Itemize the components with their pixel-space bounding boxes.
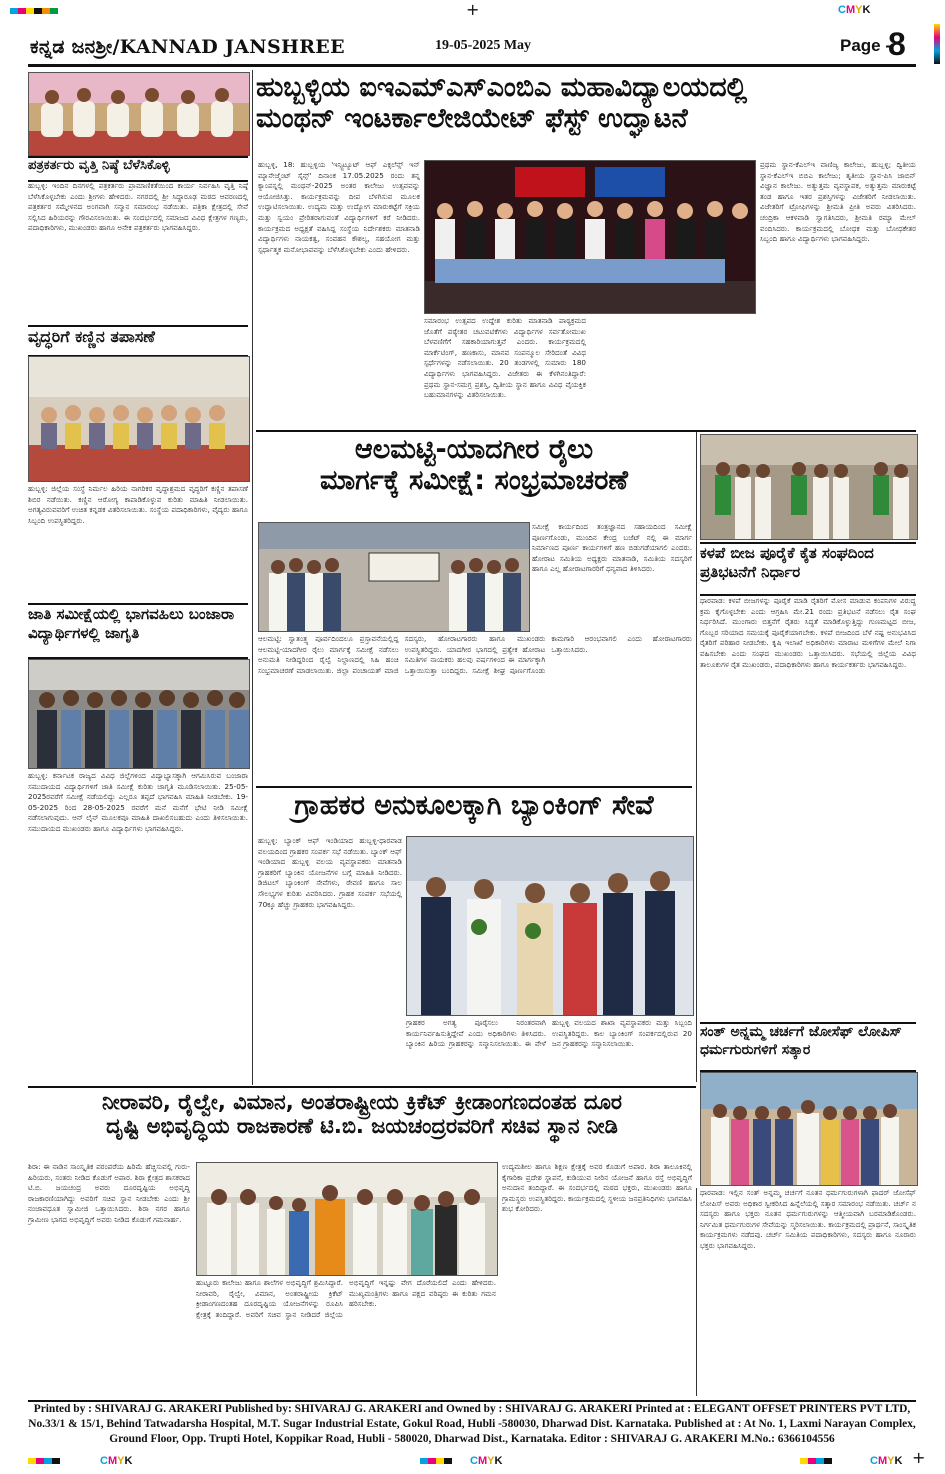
eye-camp-headline: ವೃದ್ಧರಿಗೆ ಕಣ್ಣಿನ ತಪಾಸಣೆ [28,325,248,357]
railway-body-bottom: ಆಲಮಟ್ಟಿ: ಸ್ವಾತಂತ್ರ್ಯ ಪೂರ್ವದಿಂದಲೂ ಪ್ರಸ್ತಾವನೆಯಲ್ಲಿದ್ದ ಆಲಮಟ್ಟಿ-ಯಾದಗೀರ ರೈಲು ಮಾರ್ಗಕ್ಕೆ ಸಮೀಕ್ಷೆ ನಡೆಸಲು ಅನುಮತಿ ನೀಡಿದ್ದರಿಂದ ರೈಲ್ವೆ ನಿಲ್ದಾಣದಲ್ಲಿ ಸಿಹಿ ಹಂಚಿ ಸಂಭ್ರಮಾಚರಣೆ ಮಾಡಲಾಯಿತು. ಜಿಲ್ಲಾ ಪಂಚಾಯತ್ ಮಾಜಿ ಸದಸ್ಯರು, ಹೋರಾಟಗಾರರು ಹಾಗೂ ಮುಖಂಡರು ಉಪಸ್ಥಿತರಿದ್ದರು. ಯಾದಗೀರ ಭಾಗದಲ್ಲಿ ಪ್ರತ್ಯೇಕ ಹೋರಾಟ ಸಮಿತಿಗಳ ನಾಯಕರು ಹಲವು ವರ್ಷಗಳಿಂದ ಈ ಮಾರ್ಗಕ್ಕಾಗಿ ಒತ್ತಾಯಿಸುತ್ತಾ ಬಂದಿದ್ದರು. ಸಮೀಕ್ಷೆ ಶೀಘ್ರ ಪೂರ್ಣಗೊಂಡು ಕಾಮಗಾರಿ ಆರಂಭವಾಗಲಿ ಎಂದು ಹೋರಾಟಗಾರರು ಒತ್ತಾಯಿಸಿದರು. [258,634,692,675]
imprint-footer [28,1400,916,1450]
journalists-headline: ಪತ್ರಕರ್ತರು ವೃತ್ತಿ ನಿಷ್ಠೆ ಬೆಳೆಸಿಕೊಳ್ಳಿ [28,156,248,182]
journalists-photo [28,72,250,156]
railway-headline-line1: ಆಲಮಟ್ಟಿ-ಯಾದಗೀರ ರೈಲು [354,434,594,465]
registration-mark-top: + [466,0,480,19]
minister-headline-line2: ದೃಷ್ಟಿ ಅಭಿವೃದ್ಧಿಯ ರಾಜಕಾರಣೆ ಟಿ.ಬಿ. ಜಯಚಂದ್ರರವರಿಗೆ ಸಚಿವ ಸ್ಥಾನ ನೀಡಿ [106,1114,618,1139]
registration-mark-bottom: + [912,1448,926,1467]
minister-body-mid: ಹುಟ್ಟೂರು ಕಾಲೇಜು ಹಾಗೂ ಶಾಲೆಗಳ ಅಭಿವೃದ್ಧಿಗೆ ಶ್ರಮಿಸಿದ್ದಾರೆ. ನೀರಾವರಿ, ರೈಲ್ವೇ, ವಿಮಾನ, ಅಂತರಾಷ್ಟ್ರೀಯ ಕ್ರಿಕೆಟ್ ಕ್ರೀಡಾಂಗಣದಂತಹ ದೂರದೃಷ್ಟಿಯ ಯೋಜನೆಗಳನ್ನು ರೂಪಿಸಿ ಕ್ಷೇತ್ರಕ್ಕೆ ತಂದಿದ್ದಾರೆ. ಅವರಿಗೆ ಸಚಿವ ಸ್ಥಾನ ನೀಡಿದರೆ ಜಿಲ್ಲೆಯ ಅಭಿವೃದ್ಧಿಗೆ ಇನ್ನಷ್ಟು ವೇಗ ದೊರೆಯಲಿದೆ ಎಂದು ಹೇಳಿದರು. ಮುಖ್ಯಮಂತ್ರಿಗಳು ಹಾಗೂ ಪಕ್ಷದ ವರಿಷ್ಠರು ಈ ಕುರಿತು ಗಮನ ಹರಿಸಬೇಕು. [196,1278,496,1319]
fest-body-left: ಹುಬ್ಬಳ್ಳಿ, 18: ಹುಬ್ಬಳ್ಳಿಯ 'ಇನ್ಸ್ಟಿಟ್ಯೂಟ್ ಆಫ್ ಎಕ್ಸಲೆನ್ಸ್ ಇನ್ ಮ್ಯಾನೇಜ್ಮೆಂಟ್ ಸೈನ್ಸ್' ದಿನಾಂಕ 17.05.2025 ರಂದು ತನ್ನ ಕ್ಯಾಂಪಸ್ನಲ್ಲಿ ಮಂಥನ್-2025 ಅಂತರ ಕಾಲೇಜು ಉತ್ಸವವನ್ನು ಆಯೋಜಿಸಿತ್ತು. ಕಾರ್ಯಕ್ರಮವನ್ನು ದೀಪ ಬೆಳಗಿಸುವ ಮೂಲಕ ಉದ್ಘಾಟಿಸಲಾಯಿತು. ಉದ್ಯಮ ಮತ್ತು ಉದ್ಯೋಗ ಮಾರುಕಟ್ಟೆಗೆ ಸಕ್ರಿಯ ಮತ್ತು ಸ್ವಯಂ ಪ್ರೇರಿತರಾಗುವಂತೆ ವಿದ್ಯಾರ್ಥಿಗಳಿಗೆ ಕರೆ ನೀಡಿದರು. ಕಾರ್ಯಕ್ರಮದ ಅಧ್ಯಕ್ಷತೆ ವಹಿಸಿದ್ದ ಸಂಸ್ಥೆಯ ನಿರ್ದೇಶಕರು ಮಾತನಾಡಿ ವಿದ್ಯಾರ್ಥಿಗಳು ನಾಯಕತ್ವ, ಸಂವಹನ ಕೌಶಲ್ಯ, ಸಹಯೋಗ ಮತ್ತು ಸ್ಪರ್ಧಾತ್ಮಕ ಮನೋಭಾವವನ್ನು ಬೆಳೆಸಿಕೊಳ್ಳಬೇಕು ಎಂದು ಹೇಳಿದರು. [258,160,420,254]
minister-body-left: ಶಿರಾ: ಈ ನಾಡಿನ ಸಾಂಸ್ಕೃತಿಕ ಪರಂಪರೆಯ ಹಿರಿಮೆ ಹೆಚ್ಚಿಸುವಲ್ಲಿ ಗುರು-ಹಿರಿಯರು, ಸಂತರು ನೀಡಿದ ಕೊಡುಗೆ ಅಪಾರ. ಶಿರಾ ಕ್ಷೇತ್ರದ ಶಾಸಕರಾದ ಟಿ.ಬಿ. ಜಯಚಂದ್ರ ಅವರು ದೂರದೃಷ್ಟಿಯ ಅಭಿವೃದ್ಧಿ ರಾಜಕಾರಣಿಯಾಗಿದ್ದು ಅವರಿಗೆ ಸಚಿವ ಸ್ಥಾನ ನೀಡಬೇಕು ಎಂದು ಶ್ರೀ ನಂಜಾವಧೂತ ಸ್ವಾಮೀಜಿ ಒತ್ತಾಯಿಸಿದರು. ಶಿರಾ ನಗರ ಹಾಗೂ ಗ್ರಾಮೀಣ ಭಾಗದ ಅಭಿವೃದ್ಧಿಗೆ ಅವರು ನೀಡಿದ ಕೊಡುಗೆ ಗಮನಾರ್ಹ. [28,1162,190,1224]
fest-headline-line2: ಮಂಥನ್ ಇಂಟರ್ಕಾಲೇಜಿಯೇಟ್ ಫೆಸ್ಟ್ ಉದ್ಘಾಟನೆ [256,103,688,135]
fest-body-mid: ಸಮಾರಂಭ ಉತ್ಸವದ ಉದ್ದೇಶ ಕುರಿತು ಮಾತನಾಡಿ ಪಾಠ್ಯಕ್ರಮದ ಜೊತೆಗೆ ಪಠ್ಯೇತರ ಚಟುವಟಿಕೆಗಳು ವಿದ್ಯಾರ್ಥಿಗಳ ಸರ್ವತೋಮುಖ ಬೆಳವಣಿಗೆಗೆ ಸಹಕಾರಿಯಾಗುತ್ತವೆ ಎಂದರು. ಕಾರ್ಯಕ್ರಮದಲ್ಲಿ ಮಾರ್ಕೆಟಿಂಗ್, ಹಣಕಾಸು, ಮಾನವ ಸಂಪನ್ಮೂಲ ಸೇರಿದಂತೆ ವಿವಿಧ ಸ್ಪರ್ಧೆಗಳನ್ನು ನಡೆಸಲಾಯಿತು. 20 ತಂಡಗಳಲ್ಲಿ ಸುಮಾರು 180 ವಿದ್ಯಾರ್ಥಿಗಳು ಭಾಗವಹಿಸಿದ್ದರು. ವಿಜೇತರು ಈ ಕೆಳಗಿನಂತಿದ್ದಾರೆ: ಪ್ರಥಮ ಸ್ಥಾನ-ಸಮಗ್ರ ಪ್ರಶಸ್ತಿ, ದ್ವಿತೀಯ ಸ್ಥಾನ ಹಾಗೂ ವಿವಿಧ ವೈಯಕ್ತಿಕ ಬಹುಮಾನಗಳನ್ನು ವಿತರಿಸಲಾಯಿತು. [424,316,586,400]
eye-camp-body: ಹುಬ್ಬಳ್ಳಿ: ಜಿಲ್ಲೆಯ ಸಂಸ್ಥೆ ನಿರ್ಮಲ ಹಿರಿಯ ನಾಗರಿಕರ ವೃದ್ಧಾಶ್ರಮದ ವೃದ್ಧರಿಗೆ ಕಣ್ಣಿನ ತಪಾಸಣೆ ಶಿಬಿರ ನಡೆಯಿತು. ಕಣ್ಣಿನ ಆರೋಗ್ಯ ಕಾಪಾಡಿಕೊಳ್ಳುವ ಕುರಿತು ಮಾಹಿತಿ ನೀಡಲಾಯಿತು. ಅಗತ್ಯವಿರುವವರಿಗೆ ಉಚಿತ ಕನ್ನಡಕ ವಿತರಿಸಲಾಯಿತು. ಸಂಸ್ಥೆಯ ಪದಾಧಿಕಾರಿಗಳು, ವೈದ್ಯರು ಹಾಗೂ ಸಿಬ್ಬಂದಿ ಉಪಸ್ಥಿತರಿದ್ದರು. [28,484,248,525]
fest-rule [256,430,916,432]
railway-body-top: ಸಮೀಕ್ಷೆ ಕಾರ್ಯದಿಂದ ತಂತ್ರಜ್ಞಾನದ ಸಹಾಯದಿಂದ ಸಮೀಕ್ಷೆ ಪೂರ್ಣಗೊಂಡು, ಮುಂದಿನ ಕೇಂದ್ರ ಬಜೆಟ್ ನಲ್ಲಿ ಈ ಮಾರ್ಗ ನಿರ್ಮಾಣದ ಪೂರ್ಣ ಕಾರ್ಯಗಳಿಗೆ ಹಣ ಬಿಡುಗಡೆಯಾಗಲಿ ಎಂದರು. ಹೋರಾಟ ಸಮಿತಿಯ ಅಧ್ಯಕ್ಷರು ಮಾತನಾಡಿ, ಸಮಿತಿಯ ಸದಸ್ಯರಿಗೆ ಹಾಗೂ ಎಲ್ಲ ಹೋರಾಟಗಾರರಿಗೆ ಧನ್ಯವಾದ ತಿಳಿಸಿದರು. [532,522,692,574]
railway-headline-line2: ಮಾರ್ಗಕ್ಕೆ ಸಮೀಕ್ಷೆ: ಸಂಭ್ರಮಾಚರಣೆ [319,465,629,497]
cmyk-mark-bottom-left: CMYK [100,1455,133,1467]
church-headline: ಸಂತ್ ಅನ್ನಮ್ಮ ಚರ್ಚಗೆ ಜೋಸೆಫ್ ಲೋಪಿಸ್ ಧರ್ಮಗುರುಗಳಿಗೆ ಸತ್ಕಾರ [700,1022,916,1072]
masthead [0,0,945,62]
page-number: 8 [888,26,906,62]
paper-name: ಕನ್ನಡ ಜನಶ್ರೀ/KANNAD JANSHREE [30,36,345,58]
minister-body-right: ಉದ್ಯಮಶೀಲ ಹಾಗೂ ಶಿಕ್ಷಣ ಕ್ಷೇತ್ರಕ್ಕೆ ಅವರ ಕೊಡುಗೆ ಅಪಾರ. ಶಿರಾ ತಾಲೂಕಿನಲ್ಲಿ ಕೈಗಾರಿಕಾ ಪ್ರದೇಶ ಸ್ಥಾಪನೆ, ಕುಡಿಯುವ ನೀರಿನ ಯೋಜನೆ ಹಾಗೂ ರಸ್ತೆ ಅಭಿವೃದ್ಧಿಗೆ ಅನುದಾನ ತಂದಿದ್ದಾರೆ. ಈ ಸಂದರ್ಭದಲ್ಲಿ ಮಠದ ಭಕ್ತರು, ಮುಖಂಡರು ಹಾಗೂ ಗ್ರಾಮಸ್ಥರು ಉಪಸ್ಥಿತರಿದ್ದರು. ಕಾರ್ಯಕ್ರಮದಲ್ಲಿ ಸ್ಥಳೀಯ ಜನಪ್ರತಿನಿಧಿಗಳು ಭಾಗವಹಿಸಿ ಶುಭ ಕೋರಿದರು. [502,1162,692,1214]
railway-photo [258,522,530,632]
seeds-body: ಧಾರವಾಡ: ಕಳಪೆ ಬೀಜಗಳನ್ನು ಪೂರೈಕೆ ಮಾಡಿ ರೈತರಿಗೆ ಮೋಸ ಮಾಡುವ ಕಂಪನಿಗಳ ವಿರುದ್ಧ ಕ್ರಮ ಕೈಗೊಳ್ಳಬೇಕು ಎಂದು ಆಗ್ರಹಿಸಿ ಮೇ.21 ರಂದು ಪ್ರತಿಭಟನೆ ನಡೆಸಲು ರೈತ ಸಂಘ ನಿರ್ಧರಿಸಿದೆ. ಮುಂಗಾರು ಬಿತ್ತನೆಗೆ ರೈತರು ಸಿದ್ಧತೆ ಮಾಡಿಕೊಳ್ಳುತ್ತಿದ್ದು ಗುಣಮಟ್ಟದ ಬೀಜ, ಗೊಬ್ಬರ ಸರಿಯಾದ ಸಮಯಕ್ಕೆ ಪೂರೈಕೆಯಾಗಬೇಕು. ಕಳಪೆ ಬೀಜದಿಂದ ಬೆಳೆ ನಷ್ಟ ಅನುಭವಿಸಿದ ರೈತರಿಗೆ ಪರಿಹಾರ ನೀಡಬೇಕು. ಕೃಷಿ ಇಲಾಖೆ ಅಧಿಕಾರಿಗಳು ಮಾರಾಟ ಮಳಿಗೆಗಳ ಮೇಲೆ ನಿಗಾ ವಹಿಸಬೇಕು ಎಂದು ಸಂಘದ ಮುಖಂಡರು ಒತ್ತಾಯಿಸಿದರು. ಸಭೆಯಲ್ಲಿ ಜಿಲ್ಲೆಯ ವಿವಿಧ ತಾಲೂಕುಗಳ ರೈತ ಮುಖಂಡರು, ಪದಾಧಿಕಾರಿಗಳು ಹಾಗೂ ಕಾರ್ಯಕರ್ತರು ಭಾಗವಹಿಸಿದ್ದರು. [700,596,916,669]
journalists-body: ಹುಬ್ಬಳ್ಳಿ: ಇಂದಿನ ದಿನಗಳಲ್ಲಿ ಪತ್ರಕರ್ತರು ಪ್ರಾಮಾಣಿಕತೆಯಿಂದ ಕಾರ್ಯ ನಿರ್ವಹಿಸಿ ವೃತ್ತಿ ನಿಷ್ಠೆ ಬೆಳೆಸಿಕೊಳ್ಳಬೇಕು ಎಂದು ಶ್ರೀಗಳು ಹೇಳಿದರು. ನಗರದಲ್ಲಿ ಶ್ರೀ ಸಿದ್ಧಾರೂಢ ಮಠದ ಆವರಣದಲ್ಲಿ ಪತ್ರಕರ್ತರ ಸಮ್ಮೇಳನದ ಅಂಗವಾಗಿ ಸನ್ಮಾನ ಸಮಾರಂಭ ನಡೆಯಿತು. ಪತ್ರಿಕಾ ಕ್ಷೇತ್ರದಲ್ಲಿ ಸೇವೆ ಸಲ್ಲಿಸಿದ ಹಿರಿಯರನ್ನು ಗೌರವಿಸಲಾಯಿತು. ಈ ಸಂದರ್ಭದಲ್ಲಿ ಸಮಾಜದ ವಿವಿಧ ಕ್ಷೇತ್ರಗಳ ಗಣ್ಯರು, ಪದಾಧಿಕಾರಿಗಳು, ಮುಖಂಡರು ಹಾಗೂ ಅನೇಕ ಪತ್ರಕರ್ತರು ಭಾಗವಹಿಸಿದ್ದರು. [28,181,248,233]
masthead-rule [28,64,916,67]
banking-headline: ಗ್ರಾಹಕರ ಅನುಕೂಲಕ್ಕಾಗಿ ಬ್ಯಾಂಕಿಂಗ್ ಸೇವೆ [294,790,654,821]
fest-body-right: ಪ್ರಥಮ ಸ್ಥಾನ-ಕೆಎಲ್ಇ ವಾಣಿಜ್ಯ ಕಾಲೇಜು, ಹುಬ್ಬಳ್ಳಿ; ದ್ವಿತೀಯ ಸ್ಥಾನ-ಕೆಎಲ್ಇ ಬಿಬಿಎ ಕಾಲೇಜು; ತೃತೀಯ ಸ್ಥಾನ-ಪಿಸಿ ಜಾಬಿನ್ ವಿಜ್ಞಾನ ಕಾಲೇಜು. ಅತ್ಯುತ್ತಮ ವ್ಯವಸ್ಥಾಪಕ, ಅತ್ಯುತ್ತಮ ಮಾರುಕಟ್ಟೆ ತಂಡ ಹಾಗೂ ಇತರ ಪ್ರಶಸ್ತಿಗಳನ್ನು ವಿಜೇತರಿಗೆ ನೀಡಲಾಯಿತು. ವಿಜೇತರಿಗೆ ಟ್ರೋಫಿಗಳನ್ನು ಶ್ರೀಮತಿ ಪ್ರೀತಿ ಅವರು ವಿತರಿಸಿದರು. ಚಂದ್ರಿಕಾ ಆಕಳವಾಡಿ ಸ್ವಾಗತಿಸಿದರು, ಶ್ರೀಮತಿ ರಮ್ಯಾ ಮೇಲ್ ವಂದಿಸಿದರು. ಕಾರ್ಯಕ್ರಮದಲ್ಲಿ ಬೋಧಕ ಮತ್ತು ಬೋಧಕೇತರ ಸಿಬ್ಬಂದಿ ಹಾಗೂ ವಿದ್ಯಾರ್ಥಿಗಳು ಭಾಗವಹಿಸಿದ್ದರು. [760,160,916,244]
church-photo [700,1072,918,1186]
caste-survey-body: ಹುಬ್ಬಳ್ಳಿ: ಕರ್ನಾಟಕ ರಾಜ್ಯದ ವಿವಿಧ ಜಿಲ್ಲೆಗಳಿಂದ ವಿದ್ಯಾಭ್ಯಾಸಕ್ಕಾಗಿ ಆಗಮಿಸಿರುವ ಬಂಜಾರಾ ಸಮುದಾಯದ ವಿದ್ಯಾರ್ಥಿಗಳಿಗೆ ಜಾತಿ ಸಮೀಕ್ಷೆ ಕುರಿತು ಜಾಗೃತಿ ಮೂಡಿಸಲಾಯಿತು. 25-05-2025ರವರೆಗೆ ಸಮೀಕ್ಷೆ ನಡೆಯಲಿದ್ದು ಎಲ್ಲರೂ ತಪ್ಪದೆ ಭಾಗವಹಿಸಿ ಮಾಹಿತಿ ನೀಡಬೇಕು. 19-05-2025 ರಿಂದ 28-05-2025 ರವರೆಗೆ ಮನೆ ಮನೆಗೆ ಭೇಟಿ ನೀಡಿ ಸಮೀಕ್ಷೆ ನಡೆಸಲಾಗುವುದು. ಆನ್ ಲೈನ್ ಮೂಲಕವೂ ಮಾಹಿತಿ ದಾಖಲಿಸಬಹುದು ಎಂದು ತಿಳಿಸಲಾಯಿತು. ಸಮುದಾಯದ ಮುಖಂಡರು ಹಾಗೂ ವಿದ್ಯಾರ್ಥಿಗಳು ಭಾಗವಹಿಸಿದ್ದರು. [28,771,248,833]
page-label: Page - [840,36,892,55]
fest-headline [256,72,916,160]
banking-body-left: ಹುಬ್ಬಳ್ಳಿ: ಬ್ಯಾಂಕ್ ಆಫ್ ಇಂಡಿಯಾದ ಹುಬ್ಬಳ್ಳಿ-ಧಾರವಾಡ ವಲಯದಿಂದ ಗ್ರಾಹಕರ ಸಂಪರ್ಕ ಸಭೆ ನಡೆಯಿತು. ಬ್ಯಾಂಕ್ ಆಫ್ ಇಂಡಿಯಾದ ಹುಬ್ಬಳ್ಳಿ ವಲಯ ವ್ಯವಸ್ಥಾಪಕರು ಮಾತನಾಡಿ ಗ್ರಾಹಕರಿಗೆ ಬ್ಯಾಂಕಿನ ಯೋಜನೆಗಳ ಬಗ್ಗೆ ಮಾಹಿತಿ ನೀಡಿದರು. ಡಿಜಿಟಲ್ ಬ್ಯಾಂಕಿಂಗ್ ಸೇವೆಗಳು, ಠೇವಣಿ ಹಾಗೂ ಸಾಲ ಸೌಲಭ್ಯಗಳ ಕುರಿತು ವಿವರಿಸಿದರು. ಗ್ರಾಹಕ ಸಂಪರ್ಕ ಸಭೆಯಲ್ಲಿ 70ಕ್ಕೂ ಹೆಚ್ಚು ಗ್ರಾಹಕರು ಭಾಗವಹಿಸಿದ್ದರು. [258,836,402,909]
church-body: ಧಾರವಾಡ: ಇಲ್ಲಿನ ಸಂತ್ ಅನ್ನಮ್ಮ ಚರ್ಚಗೆ ನೂತನ ಧರ್ಮಗುರುಗಳಾಗಿ ಫಾದರ್ ಜೋಸೆಫ್ ಲೋಪಿಸ್ ಅವರು ಅಧಿಕಾರ ಸ್ವೀಕರಿಸಿದ ಹಿನ್ನೆಲೆಯಲ್ಲಿ ಸತ್ಕಾರ ಸಮಾರಂಭ ನಡೆಯಿತು. ಚರ್ಚ್ ನ ಸದಸ್ಯರು ಹಾಗೂ ಭಕ್ತರು ನೂತನ ಧರ್ಮಗುರುಗಳನ್ನು ಆತ್ಮೀಯವಾಗಿ ಬರಮಾಡಿಕೊಂಡರು. ನಿರ್ಗಮಿತ ಧರ್ಮಗುರುಗಳ ಸೇವೆಯನ್ನು ಸ್ಮರಿಸಲಾಯಿತು. ಕಾರ್ಯಕ್ರಮದಲ್ಲಿ ಪ್ರಾರ್ಥನೆ, ಸಾಂಸ್ಕೃತಿಕ ಕಾರ್ಯಕ್ರಮಗಳು ನಡೆದವು. ಚರ್ಚ್ ಸಮಿತಿಯ ಪದಾಧಿಕಾರಿಗಳು, ಸದಸ್ಯರು ಹಾಗೂ ನೂರಾರು ಭಕ್ತರು ಭಾಗವಹಿಸಿದ್ದರು. [700,1188,916,1250]
color-bar-bottom-left [28,1458,60,1464]
color-strip-right [934,24,940,64]
minister-headline [28,1090,696,1158]
banking-photo [406,836,694,1016]
imprint-line-3: Ground Floor, Opp. Trupti Hotel, Koppikar Road, Hubli - 580020, Dharwad Dist., Karnataka. Editor : SHIVARAJ G. ARAKERI M.No.: 6366104556 [109,1433,835,1445]
color-bar-bottom-center [420,1458,452,1464]
railway-headline [256,434,692,518]
minister-rule [28,1086,696,1088]
cmyk-mark-bottom-center: CMYK [470,1455,503,1467]
column-rule-right [696,432,697,1082]
fest-photo [424,160,756,314]
seeds-photo [700,434,918,540]
eye-camp-photo [28,356,250,482]
fest-body-mid2 [592,316,754,428]
fest-headline-line1: ಹುಬ್ಬಳ್ಳಿಯ ಐಇಎಮ್ಎಸ್ಎಂಬಿಎ ಮಹಾವಿದ್ಯಾಲಯದಲ್ಲಿ [256,72,748,103]
caste-survey-headline: ಜಾತಿ ಸಮೀಕ್ಷೆಯಲ್ಲಿ ಭಾಗವಹಿಲು ಬಂಜಾರಾ ವಿದ್ಯಾರ್ಥಿಗಳಲ್ಲಿ ಜಾಗೃತಿ [28,603,248,659]
imprint-line-1: Printed by : SHIVARAJ G. ARAKERI Published by: SHIVARAJ G. ARAKERI and Owned by : SHIVARAJ G. ARAKERI Printed at : ELEGANT OFFSET PRINTERS PVT LTD, [33,1403,911,1415]
color-bar-top-left [10,8,58,14]
color-bar-bottom-right [800,1458,832,1464]
minister-headline-line1: ನೀರಾವರಿ, ರೈಲ್ವೇ, ವಿಮಾನ, ಅಂತರಾಷ್ಟ್ರೀಯ ಕ್ರಿಕೆಟ್ ಕ್ರೀಡಾಂಗಣದಂತಹ ದೂರ [102,1090,622,1114]
issue-date: 19-05-2025 May [435,38,532,53]
minister-photo [196,1162,498,1276]
cmyk-mark-bottom-right: CMYK [870,1455,903,1467]
column-rule-left [252,70,253,1085]
column-rule-bottom [696,1188,697,1396]
banking-rule [256,786,692,788]
seeds-headline: ಕಳಪೆ ಬೀಜ ಪೂರೈಕೆ ಕೈತ ಸಂಘದಿಂದ ಪ್ರತಿಭಟನೆಗೆ ನಿರ್ಧಾರ [700,542,916,596]
banking-body-right: ಗ್ರಾಹಕರ ಅಗತ್ಯ ಪೂರೈಸಲು ನಿರಂತರವಾಗಿ ಕಾರ್ಯನಿರ್ವಹಿಸುತ್ತಿದ್ದೇವೆ ಎಂದು ಅಧಿಕಾರಿಗಳು ತಿಳಿಸಿದರು. ಬ್ಯಾಂಕಿನ ಹಿರಿಯ ಗ್ರಾಹಕರನ್ನು ಸನ್ಮಾನಿಸಲಾಯಿತು. ಈ ವೇಳೆ ಹುಬ್ಬಳ್ಳಿ ವಲಯದ ಶಾಖಾ ವ್ಯವಸ್ಥಾಪಕರು ಮತ್ತು ಸಿಬ್ಬಂದಿ ಉಪಸ್ಥಿತರಿದ್ದರು. ಕಾಲ ಬ್ಯಾಂಕಿಂಗ್ ಸಂಪರ್ಕದಲ್ಲಿರುವ 20 ಜನ ಗ್ರಾಹಕರನ್ನು ಸನ್ಮಾನಿಸಲಾಯಿತು. [406,1018,692,1049]
cmyk-mark-top: CMYK [838,4,871,16]
caste-survey-photo [28,659,250,769]
imprint-line-2: No.33/1 & 15/1, Behind Tatwadarsha Hospital, M.T. Sugar Industrial Estate, Gokul Road, Hubli -580030, Dharwad Dist. Karnataka. Published at : At No. 1, Laxmi Narayan Complex, [28,1418,916,1430]
